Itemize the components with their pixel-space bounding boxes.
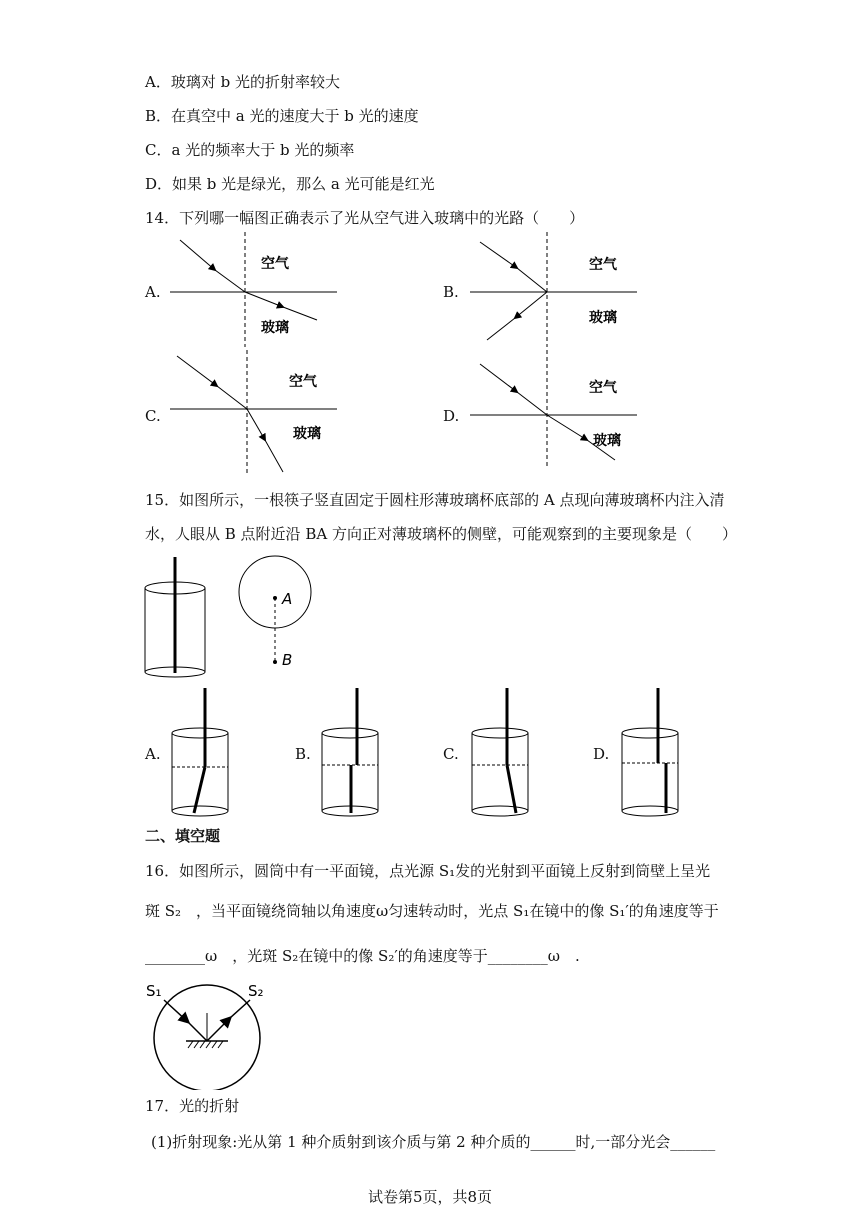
q15-setup-diagram — [138, 555, 338, 685]
q14-c-glass-label: 玻璃 — [293, 426, 321, 442]
q14-option-d-label: D. — [443, 407, 460, 425]
q15-option-c-label: C. — [443, 745, 459, 763]
q15-option-b-label: B. — [295, 745, 311, 763]
q14-d-air-label: 空气 — [589, 380, 617, 396]
q15-diagram-d — [615, 685, 695, 820]
q15-point-b: B — [282, 651, 293, 669]
q14-a-air-label: 空气 — [261, 256, 289, 272]
q14-diagram-d — [465, 350, 645, 468]
q15-point-a: A — [282, 590, 293, 608]
q15-diagram-c — [465, 685, 545, 820]
q13-option-d: D．如果 b 光是绿光，那么 a 光可能是红光 — [145, 175, 435, 193]
q14-diagram-a — [165, 232, 345, 347]
q13-option-b: B．在真空中 a 光的速度大于 b 光的速度 — [145, 107, 419, 125]
q13-option-a: A．玻璃对 b 光的折射率较大 — [145, 73, 340, 91]
q14-d-glass-label: 玻璃 — [593, 433, 621, 449]
q14-diagram-c — [165, 350, 345, 475]
q14-option-c-label: C. — [145, 407, 161, 425]
q14-c-air-label: 空气 — [289, 374, 317, 390]
q17-line1: (1)折射现象:光从第 1 种介质射到该介质与第 2 种介质的______时,一部分光会______ — [151, 1133, 716, 1151]
q13-option-c: C．a 光的频率大于 b 光的频率 — [145, 141, 355, 159]
q14-b-air-label: 空气 — [589, 257, 617, 273]
q16-line3: ________ω ，光斑 S₂在镜中的像 S₂′的角速度等于________ω . — [145, 947, 580, 965]
q16-cylinder-mirror-diagram — [140, 980, 275, 1090]
q15-option-d-label: D. — [593, 745, 610, 763]
q15-diagram-a — [165, 685, 245, 820]
q14-a-glass-label: 玻璃 — [261, 320, 289, 336]
section-title-fill-in: 二、填空题 — [145, 827, 221, 845]
q14-option-a-label: A. — [145, 283, 161, 301]
q16-label-s2: S₂ — [248, 982, 264, 1000]
q14-diagram-b — [465, 232, 645, 347]
q14-stem: 14．下列哪一幅图正确表示了光从空气进入玻璃中的光路（ ） — [145, 209, 585, 227]
q16-line1: 16．如图所示，圆筒中有一平面镜，点光源 S₁发的光射到平面镜上反射到筒壁上呈光 — [145, 862, 711, 880]
q16-label-s1: S₁ — [146, 982, 162, 1000]
q16-line2: 斑 S₂ ，当平面镜绕筒轴以角速度ω匀速转动时，光点 S₁在镜中的像 S₁′的角速度等于 — [145, 902, 719, 920]
q15-option-a-label: A. — [145, 745, 161, 763]
page-footer: 试卷第5页，共8页 — [367, 1188, 493, 1206]
q17-title: 17．光的折射 — [145, 1097, 240, 1115]
q15-stem-line1: 15．如图所示，一根筷子竖直固定于圆柱形薄玻璃杯底部的 A 点现向薄玻璃杯内注入清 — [145, 491, 725, 509]
q15-stem-line2: 水，人眼从 B 点附近沿 BA 方向正对薄玻璃杯的侧壁，可能观察到的主要现象是（ ） — [145, 525, 737, 543]
q14-option-b-label: B. — [443, 283, 459, 301]
q15-diagram-b — [315, 685, 395, 820]
q14-b-glass-label: 玻璃 — [589, 310, 617, 326]
